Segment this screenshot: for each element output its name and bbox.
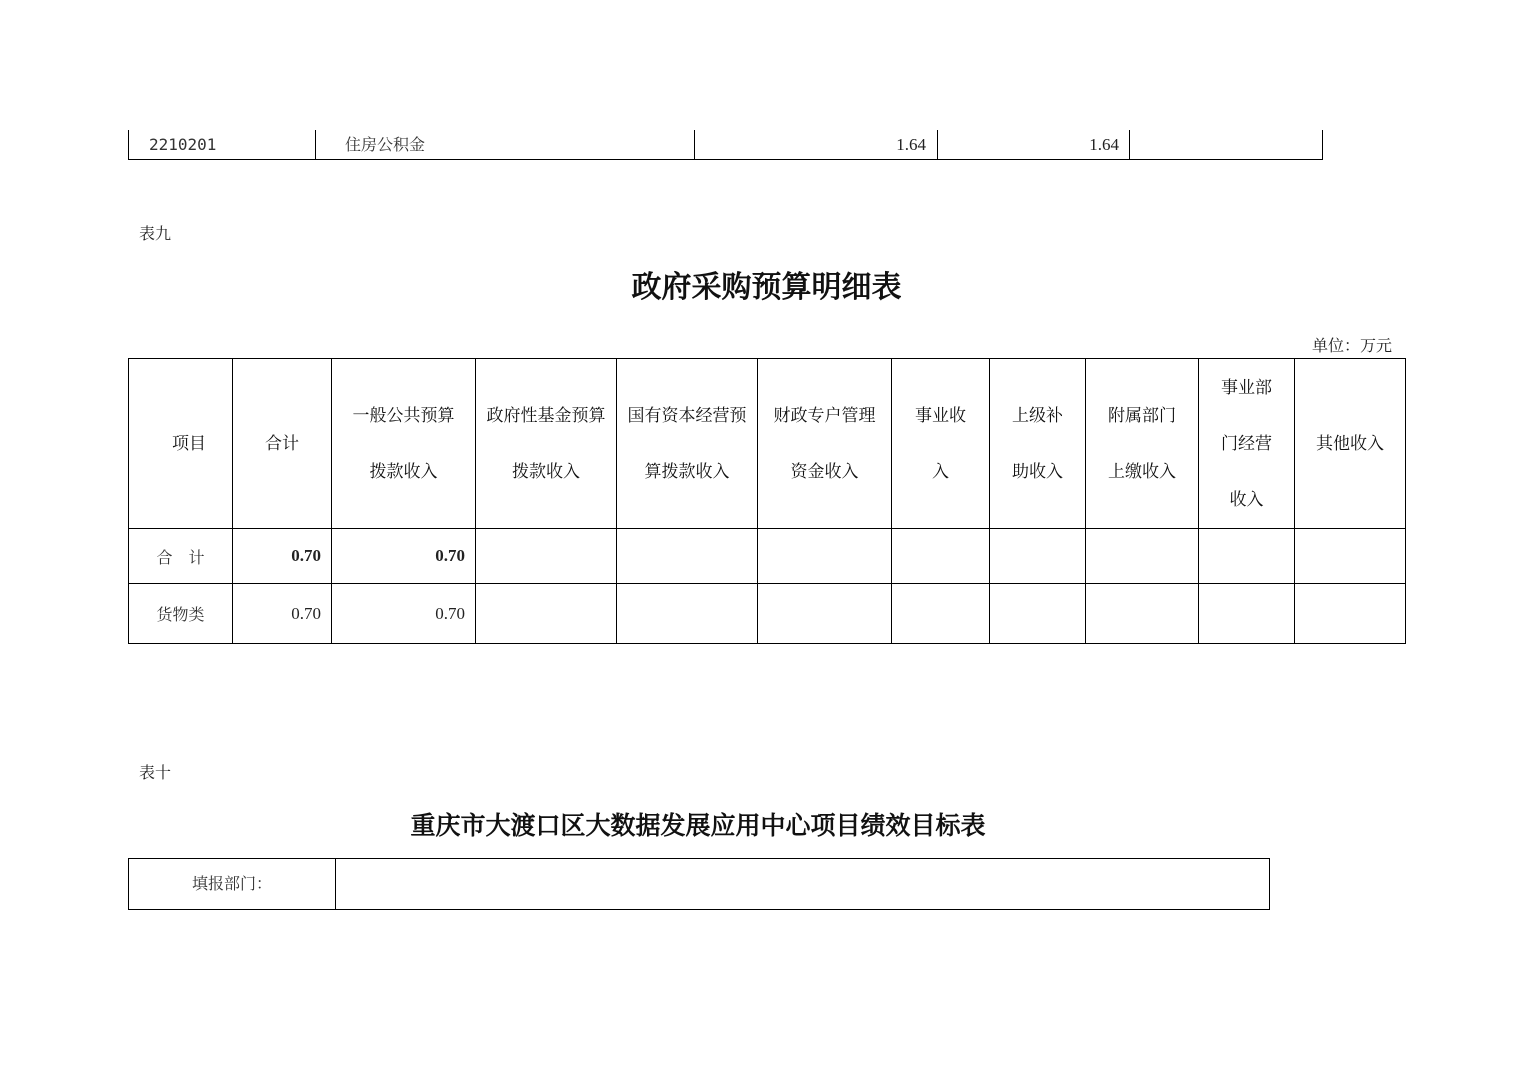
header-cell: 事业部门经营收入: [1199, 359, 1295, 529]
empty-cell: [1295, 584, 1406, 644]
empty-cell: [1086, 584, 1199, 644]
header-cell: 其他收入: [1295, 359, 1406, 529]
empty-cell: [476, 584, 617, 644]
header-cell: 政府性基金预算拨款收入: [476, 359, 617, 529]
header-cell: 附属部门上缴收入: [1086, 359, 1199, 529]
empty-cell: [990, 529, 1086, 584]
row-item: 货物类: [129, 584, 233, 644]
table-row: [129, 529, 1406, 584]
header-cell: 事业收入: [892, 359, 990, 529]
row-item: 合 计: [129, 529, 233, 584]
table-number-label: 表十: [139, 763, 172, 782]
section-title: 重庆市大渡口区大数据发展应用中心项目绩效目标表: [410, 811, 986, 840]
empty-cell: [1199, 529, 1295, 584]
header-cell: 财政专户管理资金收入: [758, 359, 892, 529]
procurement-budget-table: [128, 358, 1406, 644]
empty-cell: [758, 584, 892, 644]
header-cell: 国有资本经营预算拨款收入: [617, 359, 758, 529]
empty-cell: [1086, 529, 1199, 584]
empty-cell: [617, 529, 758, 584]
row-general: 0.70: [332, 584, 476, 644]
page-title: 政府采购预算明细表: [631, 270, 902, 305]
empty-cell: [990, 584, 1086, 644]
empty-cell: [1199, 584, 1295, 644]
empty-cell: [476, 529, 617, 584]
row-general: 0.70: [332, 529, 476, 584]
empty-cell: [892, 529, 990, 584]
previous-table-row: [128, 130, 1323, 160]
department-label: 填报部门：: [129, 859, 336, 909]
row-value-1: 1.64: [896, 135, 926, 154]
table-row: [129, 584, 1406, 644]
header-cell: 上级补助收入: [990, 359, 1086, 529]
header-cell: 合计: [233, 359, 332, 529]
department-value: [336, 859, 1269, 909]
table-header-row: [129, 359, 1406, 529]
table-number-label: 表九: [139, 224, 172, 243]
empty-cell: [758, 529, 892, 584]
department-field-row: [128, 858, 1270, 910]
unit-label: 单位：万元: [1311, 336, 1392, 355]
empty-cell: [892, 584, 990, 644]
row-name: 住房公积金: [345, 135, 426, 154]
header-cell: 项目: [129, 359, 233, 529]
row-total: 0.70: [233, 584, 332, 644]
row-code: 2210201: [149, 135, 217, 154]
divider: [1129, 130, 1130, 159]
empty-cell: [617, 584, 758, 644]
row-value-2: 1.64: [1089, 135, 1119, 154]
empty-cell: [1295, 529, 1406, 584]
row-total: 0.70: [233, 529, 332, 584]
header-cell: 一般公共预算拨款收入: [332, 359, 476, 529]
divider: [315, 130, 316, 159]
